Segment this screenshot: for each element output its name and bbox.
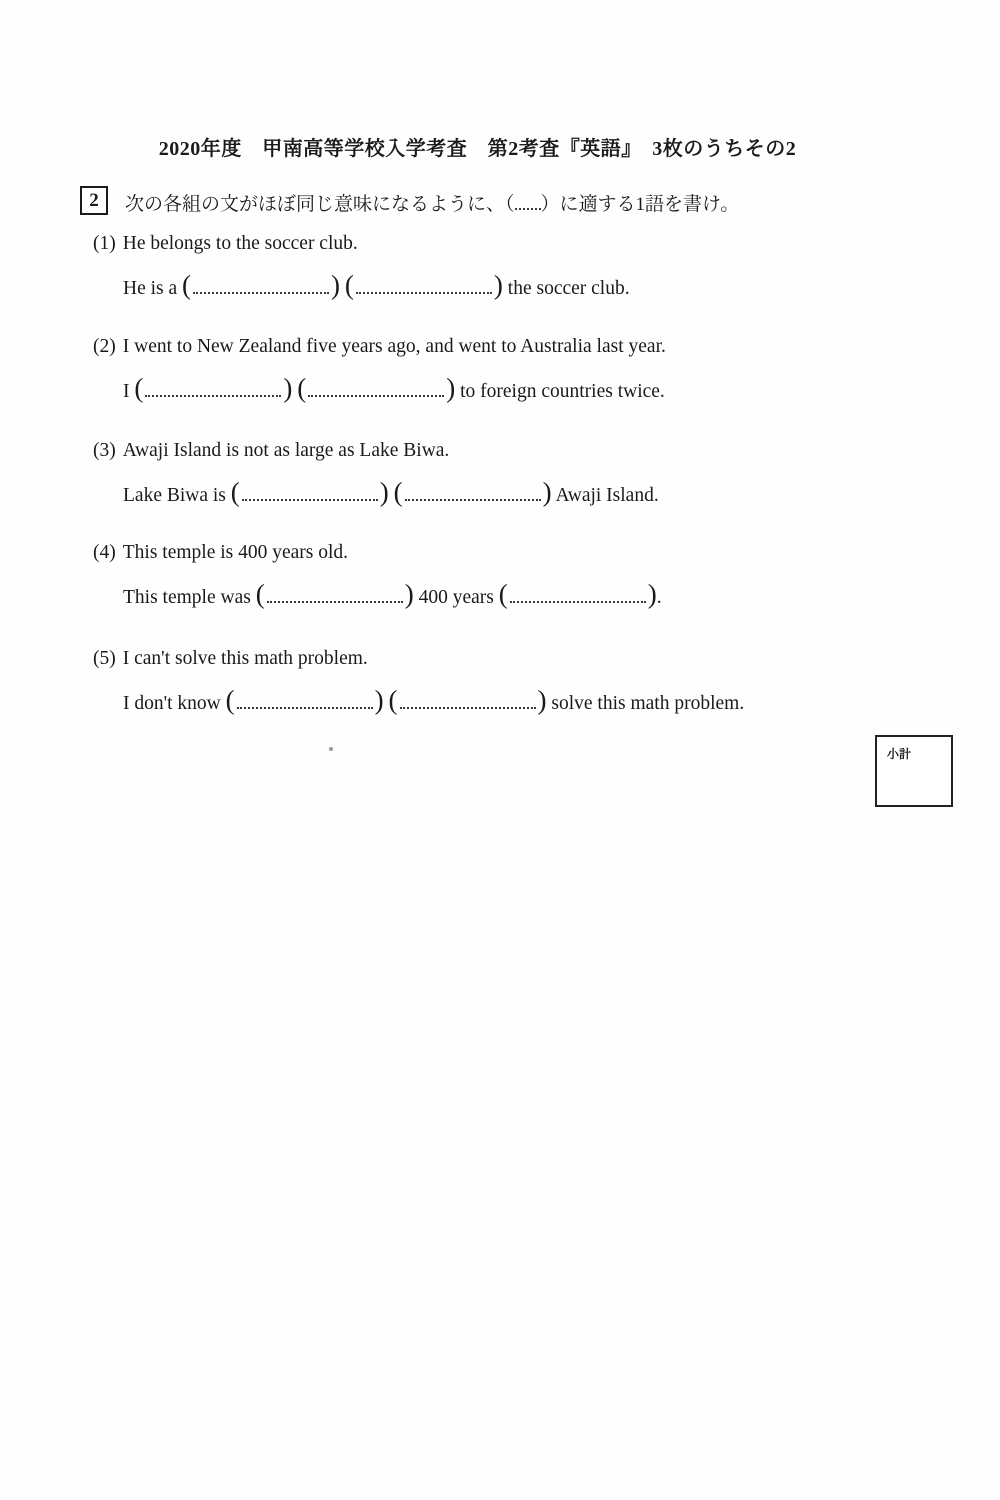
answer-blank[interactable] bbox=[388, 685, 547, 715]
answer-line bbox=[123, 687, 744, 720]
question-number-box: 2 bbox=[80, 186, 108, 215]
dotted-line bbox=[356, 278, 492, 294]
open-paren: ( bbox=[225, 685, 235, 715]
answer-line bbox=[123, 479, 659, 512]
question-number: (1) bbox=[93, 233, 116, 254]
answer-line bbox=[123, 375, 666, 408]
answer-text: He is a bbox=[123, 278, 183, 299]
open-paren: ( bbox=[230, 477, 240, 507]
answer-text: the soccer club. bbox=[502, 278, 630, 299]
close-paren: ) bbox=[404, 579, 414, 609]
dotted-line bbox=[405, 485, 541, 501]
question-block-5 bbox=[93, 648, 744, 720]
question-number: (4) bbox=[93, 542, 116, 563]
answer-text: Awaji Island. bbox=[551, 485, 659, 506]
dotted-line bbox=[400, 693, 536, 709]
close-paren: ) bbox=[542, 477, 552, 507]
dotted-line bbox=[145, 381, 281, 397]
dotted-line bbox=[242, 485, 378, 501]
answer-line bbox=[123, 581, 662, 614]
subtotal-label: 小計 bbox=[887, 747, 912, 761]
question-block-4 bbox=[93, 542, 662, 614]
close-paren: ) bbox=[283, 373, 293, 403]
section-header bbox=[80, 186, 739, 216]
sentence-line bbox=[93, 233, 630, 255]
answer-text: solve this math problem. bbox=[546, 693, 745, 714]
question-sentence: I went to New Zealand five years ago, and went to Australia last year. bbox=[122, 336, 666, 357]
question-sentence: He belongs to the soccer club. bbox=[122, 233, 358, 254]
question-block-2 bbox=[93, 336, 666, 408]
answer-text: . bbox=[656, 587, 662, 608]
dotted-line bbox=[237, 693, 373, 709]
answer-blank[interactable] bbox=[134, 373, 293, 403]
sentence-line bbox=[93, 440, 659, 462]
answer-blank[interactable] bbox=[230, 477, 389, 507]
answer-blank[interactable] bbox=[297, 373, 456, 403]
answer-text: 400 years bbox=[413, 587, 499, 608]
close-paren: ) bbox=[537, 685, 547, 715]
dotted-line bbox=[308, 381, 444, 397]
sentence-line bbox=[93, 542, 662, 564]
section-instruction bbox=[125, 186, 739, 216]
open-paren: ( bbox=[297, 373, 307, 403]
instruction-post: ）に適する1語を書け。 bbox=[540, 194, 740, 215]
answer-blank[interactable] bbox=[393, 477, 552, 507]
dotted-line bbox=[193, 278, 329, 294]
answer-line bbox=[123, 272, 630, 305]
open-paren: ( bbox=[393, 477, 403, 507]
question-number: (2) bbox=[93, 336, 116, 357]
answer-blank[interactable] bbox=[255, 579, 414, 609]
close-paren: ) bbox=[647, 579, 657, 609]
instruction-blank-dots bbox=[515, 197, 541, 210]
question-block-3 bbox=[93, 440, 659, 512]
close-paren: ) bbox=[379, 477, 389, 507]
question-number: (3) bbox=[93, 440, 116, 461]
close-paren: ) bbox=[493, 270, 503, 300]
question-sentence: Awaji Island is not as large as Lake Biwa. bbox=[122, 440, 450, 461]
sentence-line bbox=[93, 336, 666, 358]
open-paren: ( bbox=[498, 579, 508, 609]
open-paren: ( bbox=[344, 270, 354, 300]
answer-blank[interactable] bbox=[344, 270, 503, 300]
open-paren: ( bbox=[182, 270, 192, 300]
subtotal-box bbox=[875, 735, 953, 807]
answer-text: I don't know bbox=[123, 693, 226, 714]
answer-blank[interactable] bbox=[225, 685, 384, 715]
open-paren: ( bbox=[388, 685, 398, 715]
open-paren: ( bbox=[134, 373, 144, 403]
answer-text: Lake Biwa is bbox=[123, 485, 231, 506]
answer-text: This temple was bbox=[123, 587, 256, 608]
dotted-line bbox=[510, 587, 646, 603]
instruction-pre: 次の各組の文がほぼ同じ意味になるように、（ bbox=[125, 194, 515, 215]
close-paren: ) bbox=[331, 270, 341, 300]
open-paren: ( bbox=[255, 579, 265, 609]
answer-text: I bbox=[123, 381, 135, 402]
scan-speck bbox=[329, 747, 333, 751]
answer-blank[interactable] bbox=[498, 579, 657, 609]
dotted-line bbox=[267, 587, 403, 603]
question-sentence: I can't solve this math problem. bbox=[122, 648, 368, 669]
page-header: 2020年度 甲南高等学校入学考査 第2考査『英語』 3枚のうちその2 bbox=[158, 138, 797, 160]
question-number: (5) bbox=[93, 648, 116, 669]
answer-text: to foreign countries twice. bbox=[455, 381, 665, 402]
question-block-1 bbox=[93, 233, 630, 305]
sentence-line bbox=[93, 648, 744, 670]
question-sentence: This temple is 400 years old. bbox=[122, 542, 349, 563]
close-paren: ) bbox=[374, 685, 384, 715]
close-paren: ) bbox=[446, 373, 456, 403]
answer-blank[interactable] bbox=[182, 270, 341, 300]
